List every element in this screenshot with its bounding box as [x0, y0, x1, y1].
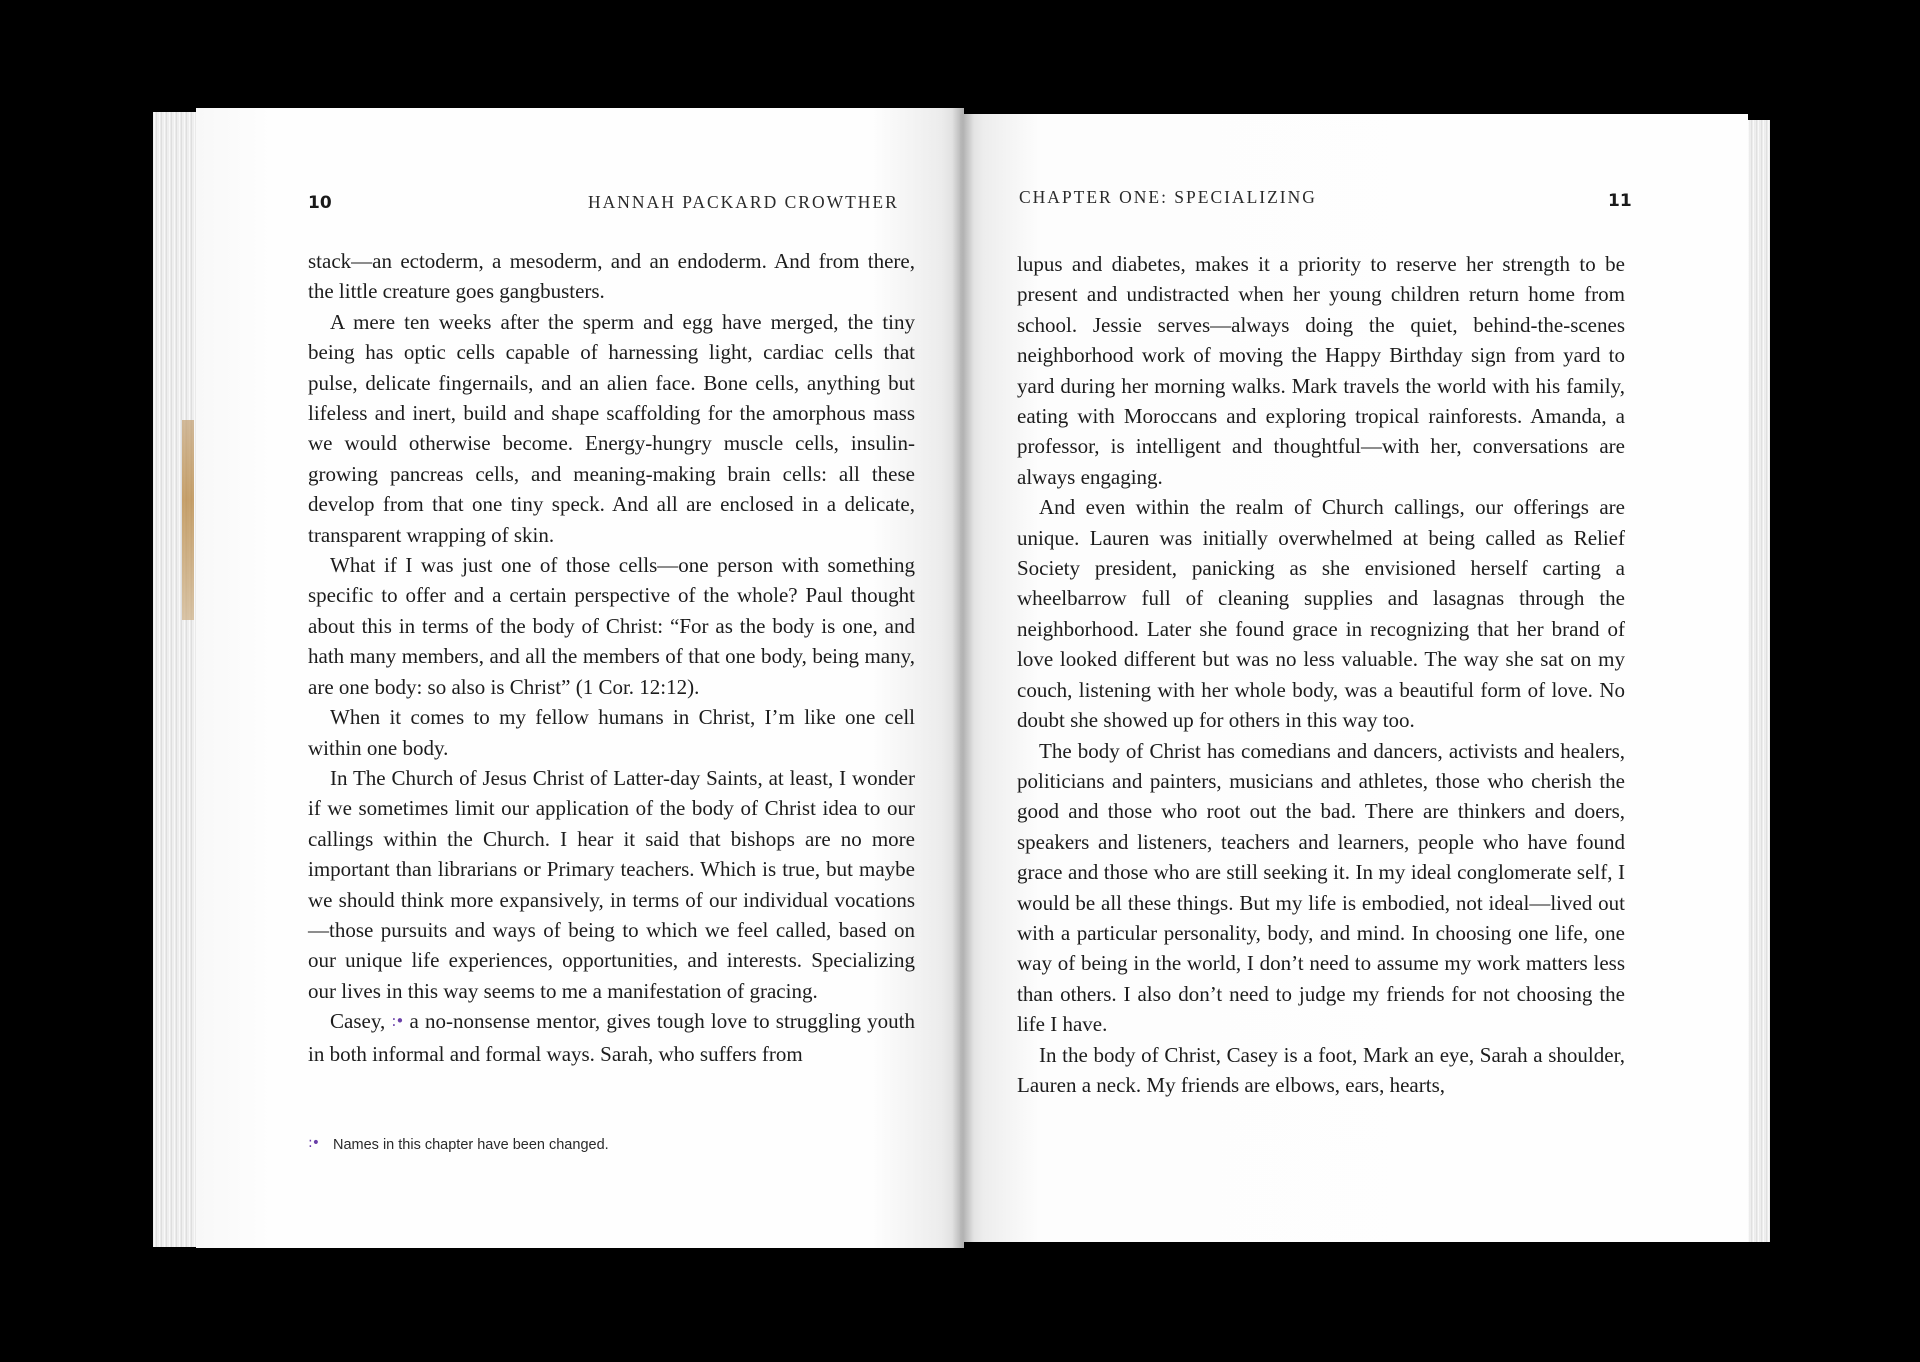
running-head-author: HANNAH PACKARD CROWTHER [588, 192, 899, 212]
paragraph: What if I was just one of those cells—one person with something specific to offer and a certain perspective of the whole? Paul thought about this in terms of the body of Christ: “For as the body is one, and hath many members, and all the members of that one body, being many, are one body: so also is Christ” (1 Cor. 12:12). [308, 553, 915, 699]
paragraph: lupus and diabetes, makes it a priority to reserve her strength to be present and undistracted when her young children return home from school. Jessie serves—always doing the quiet, behind-the-scenes neighborhood work of moving the Happy Birthday sign from yard to yard during her morning walks. Mark travels the world with his family, eating with Moroccans and exploring tropical rainforests. Amanda, a professor, is intelligent and thoughtful—with her, conversations are always engaging. [1017, 252, 1625, 489]
paragraph: The body of Christ has comedians and dancers, activists and healers, politicians and painters, musicians and athletes, those who cherish the good and those who root out the bad. There are thinkers and doers, speakers and listeners, teachers and learners, people who have found grace and those who are still seeking it. In my ideal conglomerate self, I would be all these things. But my life is embodied, not ideal—lived out with a particular personality, body, and mind. In choosing one life, one way of being in the world, I don’t need to assume my work matters less than others. I also don’t need to judge my friends for not choosing the life I have. [1017, 738, 1625, 1037]
left-page [196, 108, 964, 1248]
left-body-text [308, 246, 915, 1069]
footnote [308, 1137, 609, 1153]
paragraph: In the body of Christ, Casey is a foot, Mark an eye, Sarah a shoulder, Lauren a neck. My friends are elbows, ears, hearts, [1017, 1042, 1625, 1097]
paragraph-rest: a no-nonsense mentor, gives tough love to struggling youth in both informal and formal ways. Sarah, who suffers from [308, 1009, 915, 1066]
paragraph: In The Church of Jesus Christ of Latter-day Saints, at least, I wonder if we sometimes limit our application of the body of Christ idea to our callings within the Church. I hear it said that bishops are no more important than librarians or Primary teachers. Which is true, but maybe we should think more expansively, in terms of our individual vocations—those pursuits and ways of being to which we feel called, based on our unique life experiences, opportunities, and interests. Specializing our lives in this way seems to me a manifestation of gracing. [308, 765, 915, 1003]
running-head-chapter: CHAPTER ONE: SPECIALIZING [1019, 187, 1317, 207]
footnote-text: Names in this chapter have been changed. [332, 1137, 609, 1153]
paragraph: And even within the realm of Church callings, our offerings are unique. Lauren was initially overwhelmed at being called as Relief Society president, panicking as she envisioned herself carting a wheelbarrow full of cleaning supplies and lasagnas through the neighborhood. Later she found grace in recognizing that her brand of love looked different but was no less valuable. The way she sat on my couch, listening with her whole body, was a beautiful form of love. No doubt she showed up for others in this way too. [1017, 495, 1625, 733]
footnote-marker: :• [308, 1135, 319, 1151]
paragraph: A mere ten weeks after the sperm and egg have merged, the tiny being has optic cells capable of harnessing light, cardiac cells that pulse, delicate fingernails, and an alien face. Bone cells, anything but lifeless and inert, build and shape scaffolding for the amorphous mass we would otherwise become. Energy-hungry muscle cells, insulin-growing pancreas cells, and meaning-making brain cells: all these develop from that one tiny speck. And all are enclosed in a delicate, transparent wrapping of skin. [308, 309, 915, 547]
paragraph [308, 1006, 915, 1069]
book-gutter [952, 108, 974, 1248]
right-page [960, 114, 1748, 1242]
left-edge-colored-band [182, 420, 194, 620]
page-number-left: 10 [308, 193, 332, 213]
right-body-text [1017, 249, 1625, 1100]
left-page-edges [153, 112, 198, 1247]
paragraph-start: Casey, [330, 1009, 386, 1034]
paragraph: stack—an ectoderm, a mesoderm, and an endoderm. And from there, the little creature goes gangbusters. [308, 249, 915, 304]
page-number-right: 11 [1608, 191, 1632, 211]
footnote-reference-marker: :• [391, 1012, 404, 1031]
paragraph: When it comes to my fellow humans in Christ, I’m like one cell within one body. [308, 705, 915, 760]
